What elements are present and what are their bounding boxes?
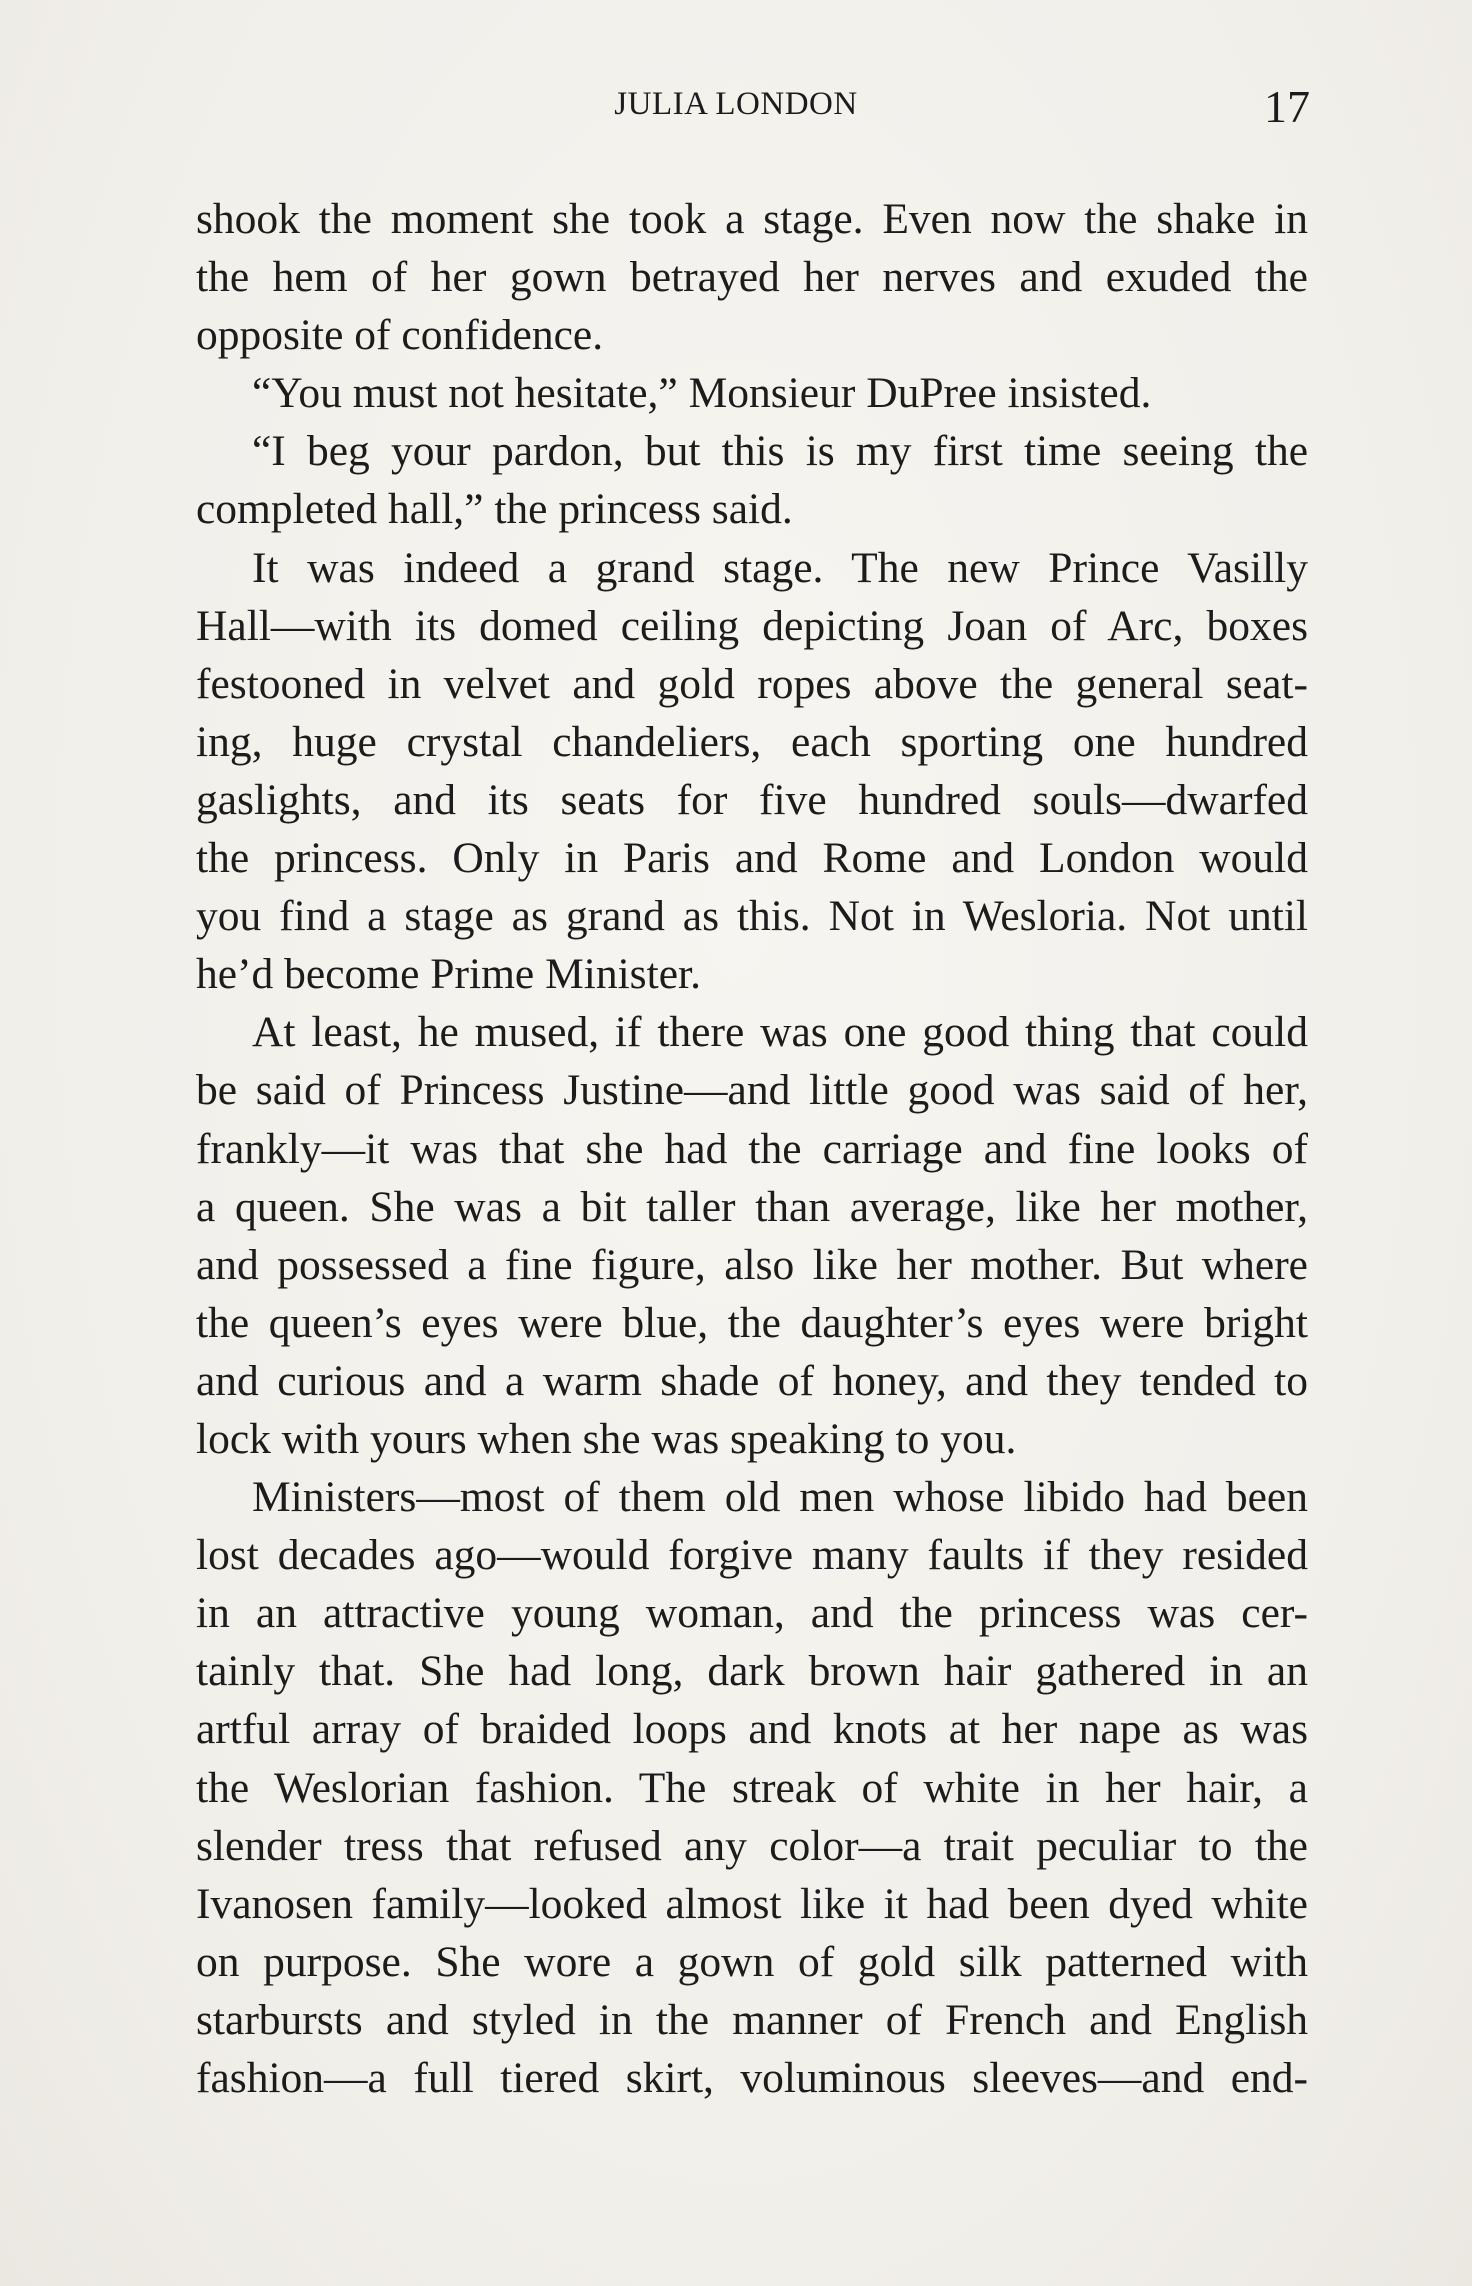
text-line: he’d become Prime Minister.: [196, 950, 701, 999]
text-line: gaslights, and its seats for five hundred souls—dwarfed: [196, 775, 1308, 824]
text-line: artful array of braided loops and knots at her nape as was: [196, 1705, 1308, 1754]
running-head-author: JULIA LONDON: [614, 86, 858, 122]
text-line: lock with yours when she was speaking to you.: [196, 1414, 1017, 1463]
text-line: slender tress that refused any color—a trait peculiar to the: [196, 1821, 1308, 1870]
text-line: and curious and a warm shade of honey, and they tended to: [196, 1356, 1308, 1405]
text-line: ing, huge crystal chandeliers, each sporting one hundred: [196, 717, 1308, 766]
text-line: tainly that. She had long, dark brown hair gathered in an: [196, 1647, 1308, 1696]
text-line: on purpose. She wore a gown of gold silk patterned with: [196, 1937, 1308, 1986]
text-line: completed hall,” the princess said.: [196, 485, 793, 534]
text-line: Ministers—most of them old men whose libido had been: [252, 1473, 1308, 1522]
text-line: you find a stage as grand as this. Not in Wesloria. Not until: [196, 892, 1308, 941]
text-line: starbursts and styled in the manner of French and English: [196, 1995, 1308, 2044]
text-line: be said of Princess Justine—and little good was said of her,: [196, 1066, 1308, 1115]
text-line: the hem of her gown betrayed her nerves and exuded the: [196, 253, 1308, 302]
text-line: the queen’s eyes were blue, the daughter’s eyes were bright: [196, 1298, 1308, 1347]
page-number: 17: [1264, 81, 1310, 132]
text-line: shook the moment she took a stage. Even now the shake in: [196, 195, 1308, 243]
running-head: [0, 80, 1472, 140]
text-line: Hall—with its domed ceiling depicting Joan of Arc, boxes: [196, 601, 1308, 650]
text-line: in an attractive young woman, and the princess was cer-: [196, 1589, 1308, 1638]
text-line: festooned in velvet and gold ropes above the general seat-: [196, 659, 1308, 708]
text-line: fashion—a full tiered skirt, voluminous sleeves—and end-: [196, 2054, 1308, 2102]
text-line: Ivanosen family—looked almost like it had been dyed white: [196, 1879, 1308, 1928]
text-line: “You must not hesitate,” Monsieur DuPree insisted.: [252, 369, 1152, 418]
text-line: a queen. She was a bit taller than average, like her mother,: [196, 1182, 1308, 1231]
text-line: It was indeed a grand stage. The new Prince Vasilly: [252, 543, 1308, 592]
text-line: lost decades ago—would forgive many faults if they resided: [196, 1531, 1308, 1580]
text-line: the Weslorian fashion. The streak of white in her hair, a: [196, 1763, 1308, 1812]
text-line: “I beg your pardon, but this is my first time seeing the: [252, 427, 1308, 476]
text-line: opposite of confidence.: [196, 311, 604, 360]
text-line: and possessed a fine figure, also like her mother. But where: [196, 1240, 1308, 1289]
text-line: the princess. Only in Paris and Rome and London would: [196, 834, 1308, 883]
body-text: [196, 190, 1308, 2107]
text-line: frankly—it was that she had the carriage and fine looks of: [196, 1124, 1308, 1173]
text-line: At least, he mused, if there was one good thing that could: [252, 1008, 1308, 1057]
